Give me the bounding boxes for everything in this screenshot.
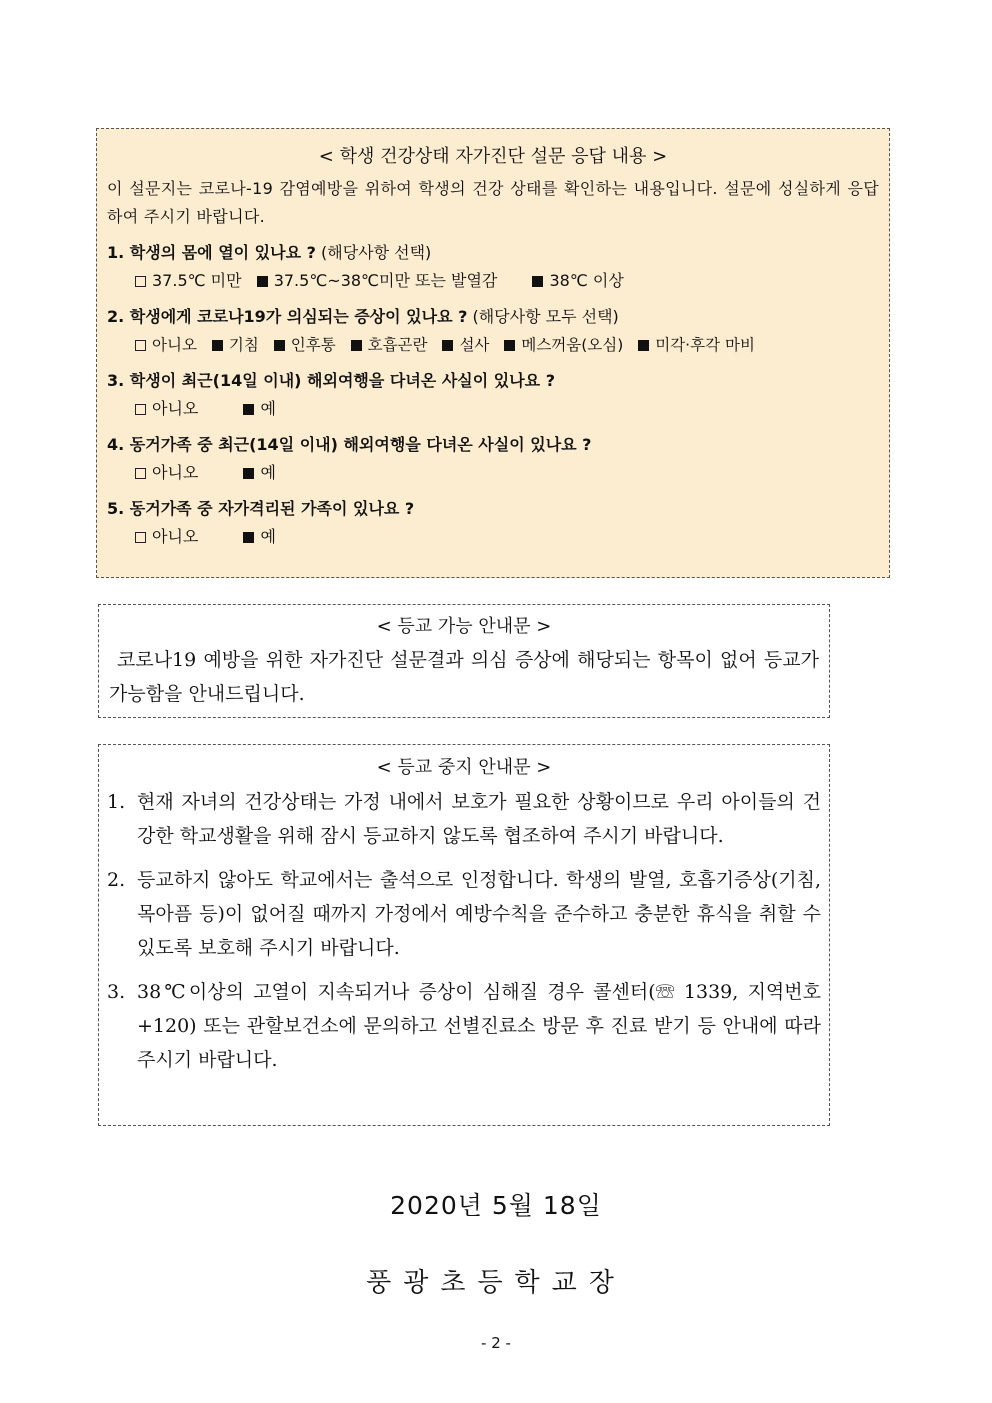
option-cough[interactable]: 기침 (212, 336, 259, 354)
checked-box-icon (532, 276, 543, 287)
checked-box-icon (243, 468, 254, 479)
checked-box-icon (274, 340, 285, 351)
option-over-38[interactable]: 38℃ 이상 (532, 271, 623, 290)
unchecked-box-icon (135, 276, 146, 287)
attendance-possible-notice (98, 604, 830, 718)
option-q4-yes[interactable]: 예 (243, 463, 275, 482)
possible-notice-title: < 등교 가능 안내문 > (376, 616, 552, 637)
survey-intro: 이 설문지는 코로나-19 감염예방을 위하여 학생의 건강 상태를 확인하는 내용입니다. 설문에 성실하게 응답하여 주시기 바랍니다. (107, 179, 879, 226)
option-q3-no[interactable]: 아니오 (135, 399, 198, 418)
option-under-37-5[interactable]: 37.5℃ 미만 (135, 271, 242, 290)
option-sore-throat[interactable]: 인후통 (274, 336, 336, 354)
question-1 (107, 239, 879, 295)
question-4 (107, 431, 879, 487)
option-q3-yes[interactable]: 예 (243, 399, 275, 418)
question-3 (107, 367, 879, 423)
survey-title: < 학생 건강상태 자가진단 설문 응답 내용 > (318, 146, 668, 167)
option-taste-smell[interactable]: 미각·후각 마비 (638, 336, 755, 354)
question-1-note: (해당사항 선택) (315, 243, 432, 262)
stop-item-2: 2. 등교하지 않아도 학교에서는 출석으로 인정합니다. 학생의 발열, 호흡기증상(기침, 목아픔 등)이 없어질 때까지 가정에서 예방수칙을 준수하고 충분한 휴식을 취할 수 있도록 보호해 주시기 바랍니다. (107, 869, 821, 959)
page-number: - 2 - (481, 1334, 511, 1352)
question-5-text: 5. 동거가족 중 자가격리된 가족이 있나요 ? (107, 499, 415, 518)
checked-box-icon (243, 404, 254, 415)
option-37-5-to-38[interactable]: 37.5℃~38℃미만 또는 발열감 (257, 271, 498, 290)
stop-item-1: 1. 현재 자녀의 건강상태는 가정 내에서 보호가 필요한 상황이므로 우리 아이들의 건강한 학교생활을 위해 잠시 등교하지 않도록 협조하여 주시기 바랍니다. (107, 791, 821, 847)
checked-box-icon (504, 340, 515, 351)
possible-notice-body: 코로나19 예방을 위한 자가진단 설문결과 의심 증상에 해당되는 항목이 없어 등교가 가능함을 안내드립니다. (109, 649, 819, 705)
option-diarrhea[interactable]: 설사 (442, 336, 489, 354)
checked-box-icon (257, 276, 268, 287)
question-4-text: 4. 동거가족 중 최근(14일 이내) 해외여행을 다녀온 사실이 있나요 ? (107, 435, 592, 454)
signer-school-principal: 풍광초등학교장 (366, 1268, 626, 1298)
checked-box-icon (212, 340, 223, 351)
question-2-note: (해당사항 모두 선택) (467, 307, 619, 326)
stop-item-3: 3. 38℃이상의 고열이 지속되거나 증상이 심해질 경우 콜센터(☏ 1339, 지역번호+120) 또는 관할보건소에 문의하고 선별진료소 방문 후 진료 받기 등 안내에 따라 주시기 바랍니다. (107, 981, 821, 1071)
checked-box-icon (243, 532, 254, 543)
question-5 (107, 495, 879, 551)
unchecked-box-icon (135, 532, 146, 543)
option-q5-no[interactable]: 아니오 (135, 527, 198, 546)
unchecked-box-icon (135, 340, 146, 351)
checked-box-icon (351, 340, 362, 351)
survey-response-box (96, 128, 890, 578)
document-date: 2020년 5월 18일 (390, 1191, 602, 1220)
unchecked-box-icon (135, 404, 146, 415)
option-breathing[interactable]: 호흡곤란 (351, 336, 428, 354)
question-2 (107, 303, 879, 359)
question-1-text: 1. 학생의 몸에 열이 있나요 ? (107, 243, 316, 262)
option-q4-no[interactable]: 아니오 (135, 463, 198, 482)
option-no-symptom[interactable]: 아니오 (135, 336, 197, 354)
option-q5-yes[interactable]: 예 (243, 527, 275, 546)
option-nausea[interactable]: 메스꺼움(오심) (504, 336, 623, 354)
unchecked-box-icon (135, 468, 146, 479)
question-3-text: 3. 학생이 최근(14일 이내) 해외여행을 다녀온 사실이 있나요 ? (107, 371, 555, 390)
stop-notice-title: < 등교 중지 안내문 > (376, 757, 552, 778)
attendance-stop-notice (98, 744, 830, 1126)
checked-box-icon (442, 340, 453, 351)
question-2-text: 2. 학생에게 코로나19가 의심되는 증상이 있나요 ? (107, 307, 468, 326)
checked-box-icon (638, 340, 649, 351)
